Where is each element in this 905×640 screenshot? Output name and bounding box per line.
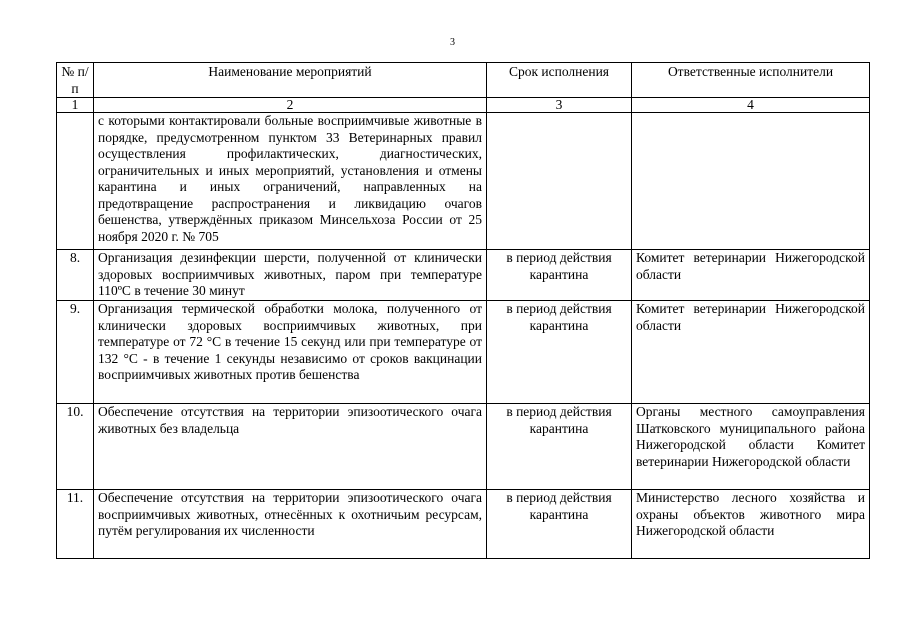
measure-description: Организация термической обработки молока, полученного от клинически здоровых восприимчивых животных, при температуре от 72 °С в течение 15 секунд или при температуре от 132 °С - в течение 1 секунды независимо от сроков вакцинации восприимчивых животных против бешенства xyxy=(94,301,487,404)
column-number: 1 xyxy=(57,98,94,113)
header-deadline: Срок исполнения xyxy=(487,63,632,98)
measures-table xyxy=(56,62,870,559)
executors: Комитет ветеринарии Нижегородской области xyxy=(632,250,870,301)
header-number: № п/п xyxy=(57,63,94,98)
row-number: 10. xyxy=(57,404,94,490)
column-number-row xyxy=(57,98,870,113)
deadline xyxy=(487,113,632,250)
table-row xyxy=(57,113,870,250)
row-number: 11. xyxy=(57,490,94,559)
executors: Комитет ветеринарии Нижегородской области xyxy=(632,301,870,404)
measure-description: с которыми контактировали больные восприимчивые животные в порядке, предусмотренном пунктом 33 Ветеринарных правил осуществления профилактических, диагностических, ограничительных и иных мероприятий, установления и отмены карантина и иных ограничений, направленных на предотвращение распространения и ликвидацию очагов бешенства, утверждённых приказом Минсельхоза России от 25 ноября 2020 г. № 705 xyxy=(94,113,487,250)
deadline: в период действия карантина xyxy=(487,490,632,559)
executors: Министерство лесного хозяйства и охраны объектов животного мира Нижегородской области xyxy=(632,490,870,559)
header-measure-name: Наименование мероприятий xyxy=(94,63,487,98)
table-row xyxy=(57,490,870,559)
deadline: в период действия карантина xyxy=(487,404,632,490)
column-number: 2 xyxy=(94,98,487,113)
measure-description: Обеспечение отсутствия на территории эпизоотического очага животных без владельца xyxy=(94,404,487,490)
page-number: 3 xyxy=(450,37,455,48)
deadline: в период действия карантина xyxy=(487,250,632,301)
measure-description: Обеспечение отсутствия на территории эпизоотического очага восприимчивых животных, отнесённых к охотничьим ресурсам, путём регулирования их численности xyxy=(94,490,487,559)
executors xyxy=(632,113,870,250)
table-row xyxy=(57,250,870,301)
column-number: 4 xyxy=(632,98,870,113)
row-number: 8. xyxy=(57,250,94,301)
deadline: в период действия карантина xyxy=(487,301,632,404)
table-header-row xyxy=(57,63,870,98)
table-row xyxy=(57,301,870,404)
executors: Органы местного самоуправления Шатковского муниципального района Нижегородской области Комитет ветеринарии Нижегородской области xyxy=(632,404,870,490)
column-number: 3 xyxy=(487,98,632,113)
row-number: 9. xyxy=(57,301,94,404)
header-executors: Ответственные исполнители xyxy=(632,63,870,98)
row-number xyxy=(57,113,94,250)
table-row xyxy=(57,404,870,490)
measure-description: Организация дезинфекции шерсти, полученной от клинически здоровых восприимчивых животных, паром при температуре 110ºС в течение 30 минут xyxy=(94,250,487,301)
